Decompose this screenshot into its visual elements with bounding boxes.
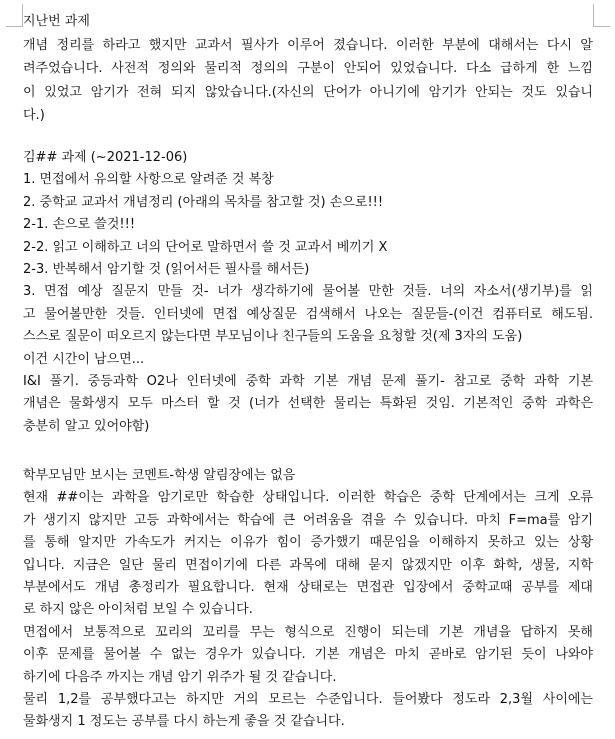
paragraph-line: 물리 1,2를 공부했다고는 하지만 거의 모르는 수준입니다. 들어봤다 정도라 2,3월 사이에는 <box>23 691 593 707</box>
paragraph-line: 다.) <box>23 108 45 124</box>
paragraph-line: 개념 정리를 하라고 했지만 교과서 필사가 이루어 졌습니다. 이러한 부분에 대해서는 다시 알 <box>23 37 593 53</box>
assignment-section <box>23 147 593 438</box>
optional-label: 이건 시간이 남으면... <box>23 351 145 367</box>
paragraph-line: 이 있었고 암기가 전혀 되지 않았습니다.(자신의 단어가 아니기에 암기가 안되는 것도 있습니 <box>23 84 593 100</box>
list-item: 1. 면접에서 유의할 사항으로 알려준 것 복창 <box>23 172 274 188</box>
page-corner-mark-right <box>593 4 610 27</box>
list-item-line: 스스로 질문이 떠오르지 않는다면 부모님이나 친구들의 도움을 요청할 것(제 3자의 도움) <box>23 329 523 345</box>
list-item: 2-2. 읽고 이해하고 너의 단어로 말하면서 쓸 것 교과서 베끼기 X <box>23 239 388 255</box>
paragraph-line: 로 하지 않은 아이처럼 보일 수 있습니다. <box>23 602 253 618</box>
paragraph-line: 부분에서도 개념 총정리가 필요합니다. 현재 상태로는 면접관 입장에서 중학교때 공부를 제대 <box>23 579 593 595</box>
list-item-line: 3. 면접 예상 질문지 만들 것- 너가 생각하기에 물어볼 만한 것들. 너의 자소서(생기부)를 읽 <box>23 284 593 300</box>
parent-comment-section <box>23 465 593 734</box>
previous-assignment-section <box>23 10 593 128</box>
list-item: 2-1. 손으로 쓸것!!! <box>23 217 136 233</box>
optional-line: 개념은 물화생지 모두 마스터 할 것 (너가 선택한 물리는 특화된 것임. 기본적인 중학 과학은 <box>23 396 593 412</box>
paragraph-line: 물화생지 1 정도는 공부를 다시 하는게 좋을 것 같습니다. <box>23 714 345 730</box>
paragraph-line: 를 통해 알지만 가속도가 커지는 이유가 힘이 증가했기 때문임을 이해하지 못하고 있는 상황 <box>23 535 593 551</box>
section-title: 지난번 과제 <box>23 14 90 29</box>
paragraph-line: 가 생기지 않지만 고등 과학에서는 학습에 큰 어려움을 겪을 수 있습니다. 마치 F=ma를 암기 <box>23 512 593 528</box>
optional-line: 충분히 알고 있어야함) <box>23 418 150 434</box>
section-title: 학부모님만 보시는 코멘트-학생 알림장에는 없음 <box>23 468 296 483</box>
page-corner-mark-left <box>6 4 23 27</box>
paragraph-line: 려주었습니다. 사전적 정의와 물리적 정의의 구분이 안되어 있었습니다. 다소 급하게 한 느낌 <box>23 61 593 77</box>
paragraph-line: 하기에 다음주 까지는 개념 암기 위주가 될 것 같습니다. <box>23 669 337 685</box>
optional-line: I&I 풀기. 중등과학 O2나 인터넷에 중학 과학 기본 개념 문제 풀기- 참고로 중학 과학 기본 <box>23 373 593 389</box>
list-item: 2-3. 반복해서 암기할 것 (읽어서든 필사를 해서든) <box>23 261 310 277</box>
paragraph-line: 현재 ##이는 과학을 암기로만 학습한 상태입니다. 이러한 학습은 중학 단계에서는 크게 오류 <box>23 490 593 506</box>
paragraph-line: 입니다. 지금은 일단 물리 면접이기에 다른 과목에 대해 묻지 않겠지만 이후 화학, 생물, 지학 <box>23 557 593 573</box>
section-title: 김## 과제 (~2021-12-06) <box>23 150 188 165</box>
list-item-line: 고 물어볼만한 것들. 인터넷에 면접 예상질문 검색해서 나오는 질문들-(이건 컴퓨터로 해도됨. <box>23 306 593 322</box>
paragraph-line: 면접에서 보통적으로 꼬리의 꼬리를 무는 형식으로 진행이 되는데 기본 개념을 답하지 못해 <box>23 624 593 640</box>
list-item: 2. 중학교 교과서 개념정리 (아래의 목차를 참고할 것) 손으로!!! <box>23 194 384 210</box>
paragraph-line: 이후 문제를 물어볼 수 없는 경우가 있습니다. 기본 개념은 마치 곧바로 암기된 듯이 나와야 <box>23 647 593 663</box>
